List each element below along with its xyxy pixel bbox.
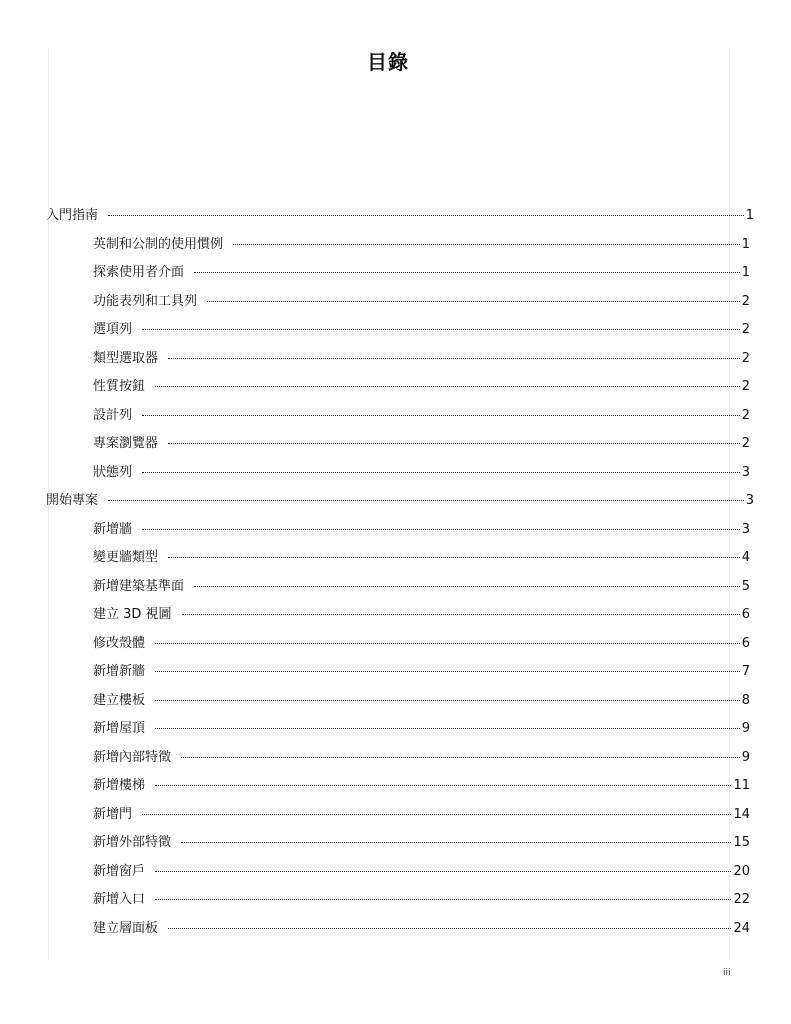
toc-entry-page-number: 9 [741, 721, 750, 736]
toc-section-entry[interactable] [93, 719, 750, 739]
toc-section-entry[interactable] [93, 292, 750, 312]
toc-section-entry[interactable] [93, 377, 750, 397]
dot-leader [155, 898, 731, 900]
dot-leader [168, 927, 731, 929]
toc-entry-page-number: 2 [741, 379, 750, 394]
dot-leader [181, 756, 740, 758]
toc-entry-label: 新增牆 [93, 521, 133, 537]
toc-entry-label: 專案瀏覽器 [93, 436, 159, 451]
toc-section-entry[interactable] [93, 890, 750, 910]
toc-entry-label: 變更牆類型 [93, 550, 159, 565]
toc-entry-page-number: 11 [733, 778, 750, 793]
toc-entry-page-number: 3 [741, 464, 750, 480]
toc-section-entry[interactable] [93, 320, 750, 340]
toc-section-entry[interactable] [93, 919, 750, 939]
toc-entry-label: 新增門 [93, 806, 133, 822]
toc-entry-page-number: 24 [733, 920, 750, 936]
dot-leader [155, 670, 740, 672]
dot-leader [194, 585, 740, 587]
dot-leader [207, 300, 740, 302]
dot-leader [142, 813, 731, 815]
toc-section-entry[interactable] [93, 235, 750, 255]
toc-entry-label: 狀態列 [93, 464, 133, 480]
toc-entry-page-number: 9 [741, 749, 750, 765]
toc-entry-page-number: 1 [741, 265, 750, 280]
dot-leader [108, 499, 744, 501]
toc-entry-page-number: 3 [741, 521, 750, 537]
dot-leader [155, 870, 731, 872]
dot-leader [233, 243, 740, 245]
toc-section-entry[interactable] [93, 776, 750, 796]
toc-entry-page-number: 6 [741, 607, 750, 622]
toc-entry-page-number: 8 [741, 692, 750, 708]
toc-entry-label: 英制和公制的使用慣例 [93, 236, 224, 252]
dot-leader [155, 642, 740, 644]
dot-leader [194, 271, 740, 273]
toc-section-entry[interactable] [93, 833, 750, 853]
toc-entry-label: 新增入口 [93, 892, 146, 907]
toc-entry-label: 新增屋頂 [93, 721, 146, 736]
toc-entry-label: 選項列 [93, 322, 133, 337]
toc-chapter-entry[interactable] [46, 491, 754, 511]
toc-entry-label: 新增樓梯 [93, 778, 146, 793]
dot-leader [155, 727, 740, 729]
toc-entry-page-number: 2 [741, 407, 750, 423]
toc-section-entry[interactable] [93, 406, 750, 426]
toc-section-entry[interactable] [93, 748, 750, 768]
toc-entry-page-number: 2 [741, 436, 750, 451]
toc-section-entry[interactable] [93, 634, 750, 654]
toc-entry-label: 修改殼體 [93, 635, 146, 651]
toc-entry-label: 新增內部特徵 [93, 749, 172, 765]
dot-leader [182, 613, 740, 615]
toc-entry-page-number: 1 [741, 236, 750, 252]
dot-leader [155, 385, 740, 387]
toc-entry-page-number: 7 [741, 664, 750, 679]
dot-leader [168, 357, 740, 359]
toc-section-entry[interactable] [93, 548, 750, 568]
toc-section-entry[interactable] [93, 263, 750, 283]
toc-entry-page-number: 22 [733, 892, 750, 907]
toc-section-entry[interactable] [93, 434, 750, 454]
toc-entry-page-number: 5 [741, 578, 750, 594]
toc-entry-page-number: 3 [745, 493, 754, 508]
toc-entry-label: 建立樓板 [93, 692, 146, 708]
dot-leader [168, 442, 740, 444]
toc-entry-page-number: 1 [745, 208, 754, 223]
toc-section-entry[interactable] [93, 662, 750, 682]
toc-entry-page-number: 4 [741, 550, 750, 565]
dot-leader [108, 214, 744, 216]
toc-entry-label: 新增建築基準面 [93, 578, 185, 594]
toc-entry-label: 建立 3D 視圖 [93, 607, 172, 622]
toc-entry-page-number: 14 [733, 806, 750, 822]
toc-section-entry[interactable] [93, 349, 750, 369]
toc-entry-page-number: 2 [741, 350, 750, 366]
dot-leader [181, 841, 731, 843]
dot-leader [168, 556, 740, 558]
toc-entry-page-number: 20 [733, 863, 750, 879]
toc-section-entry[interactable] [93, 577, 750, 597]
toc-chapter-entry[interactable] [46, 206, 754, 226]
toc-entry-label: 新增外部特徵 [93, 835, 172, 850]
toc-entry-page-number: 2 [741, 293, 750, 309]
toc-section-entry[interactable] [93, 805, 750, 825]
toc-section-entry[interactable] [93, 862, 750, 882]
toc-section-entry[interactable] [93, 605, 750, 625]
dot-leader [142, 471, 740, 473]
toc-entry-label: 類型選取器 [93, 350, 159, 366]
page-number-folio: iii [723, 968, 731, 978]
toc-entry-label: 建立層面板 [93, 920, 159, 936]
toc-entry-label: 新增窗戶 [93, 863, 146, 879]
dot-leader [155, 699, 740, 701]
page-title: 目錄 [367, 50, 409, 74]
toc-entry-label: 開始專案 [46, 493, 99, 508]
dot-leader [142, 528, 740, 530]
dot-leader [142, 328, 740, 330]
toc-entry-label: 新增新牆 [93, 664, 146, 679]
toc-entry-label: 探索使用者介面 [93, 265, 185, 280]
toc-entry-label: 入門指南 [46, 208, 99, 223]
toc-section-entry[interactable] [93, 463, 750, 483]
toc-entry-label: 性質按鈕 [93, 379, 146, 394]
toc-entry-page-number: 2 [741, 322, 750, 337]
dot-leader [155, 784, 731, 786]
toc-entry-page-number: 15 [733, 835, 750, 850]
toc-entry-label: 功能表列和工具列 [93, 293, 198, 309]
toc-section-entry[interactable] [93, 691, 750, 711]
dot-leader [142, 414, 740, 416]
toc-entry-label: 設計列 [93, 407, 133, 423]
toc-section-entry[interactable] [93, 520, 750, 540]
toc-entry-page-number: 6 [741, 635, 750, 651]
